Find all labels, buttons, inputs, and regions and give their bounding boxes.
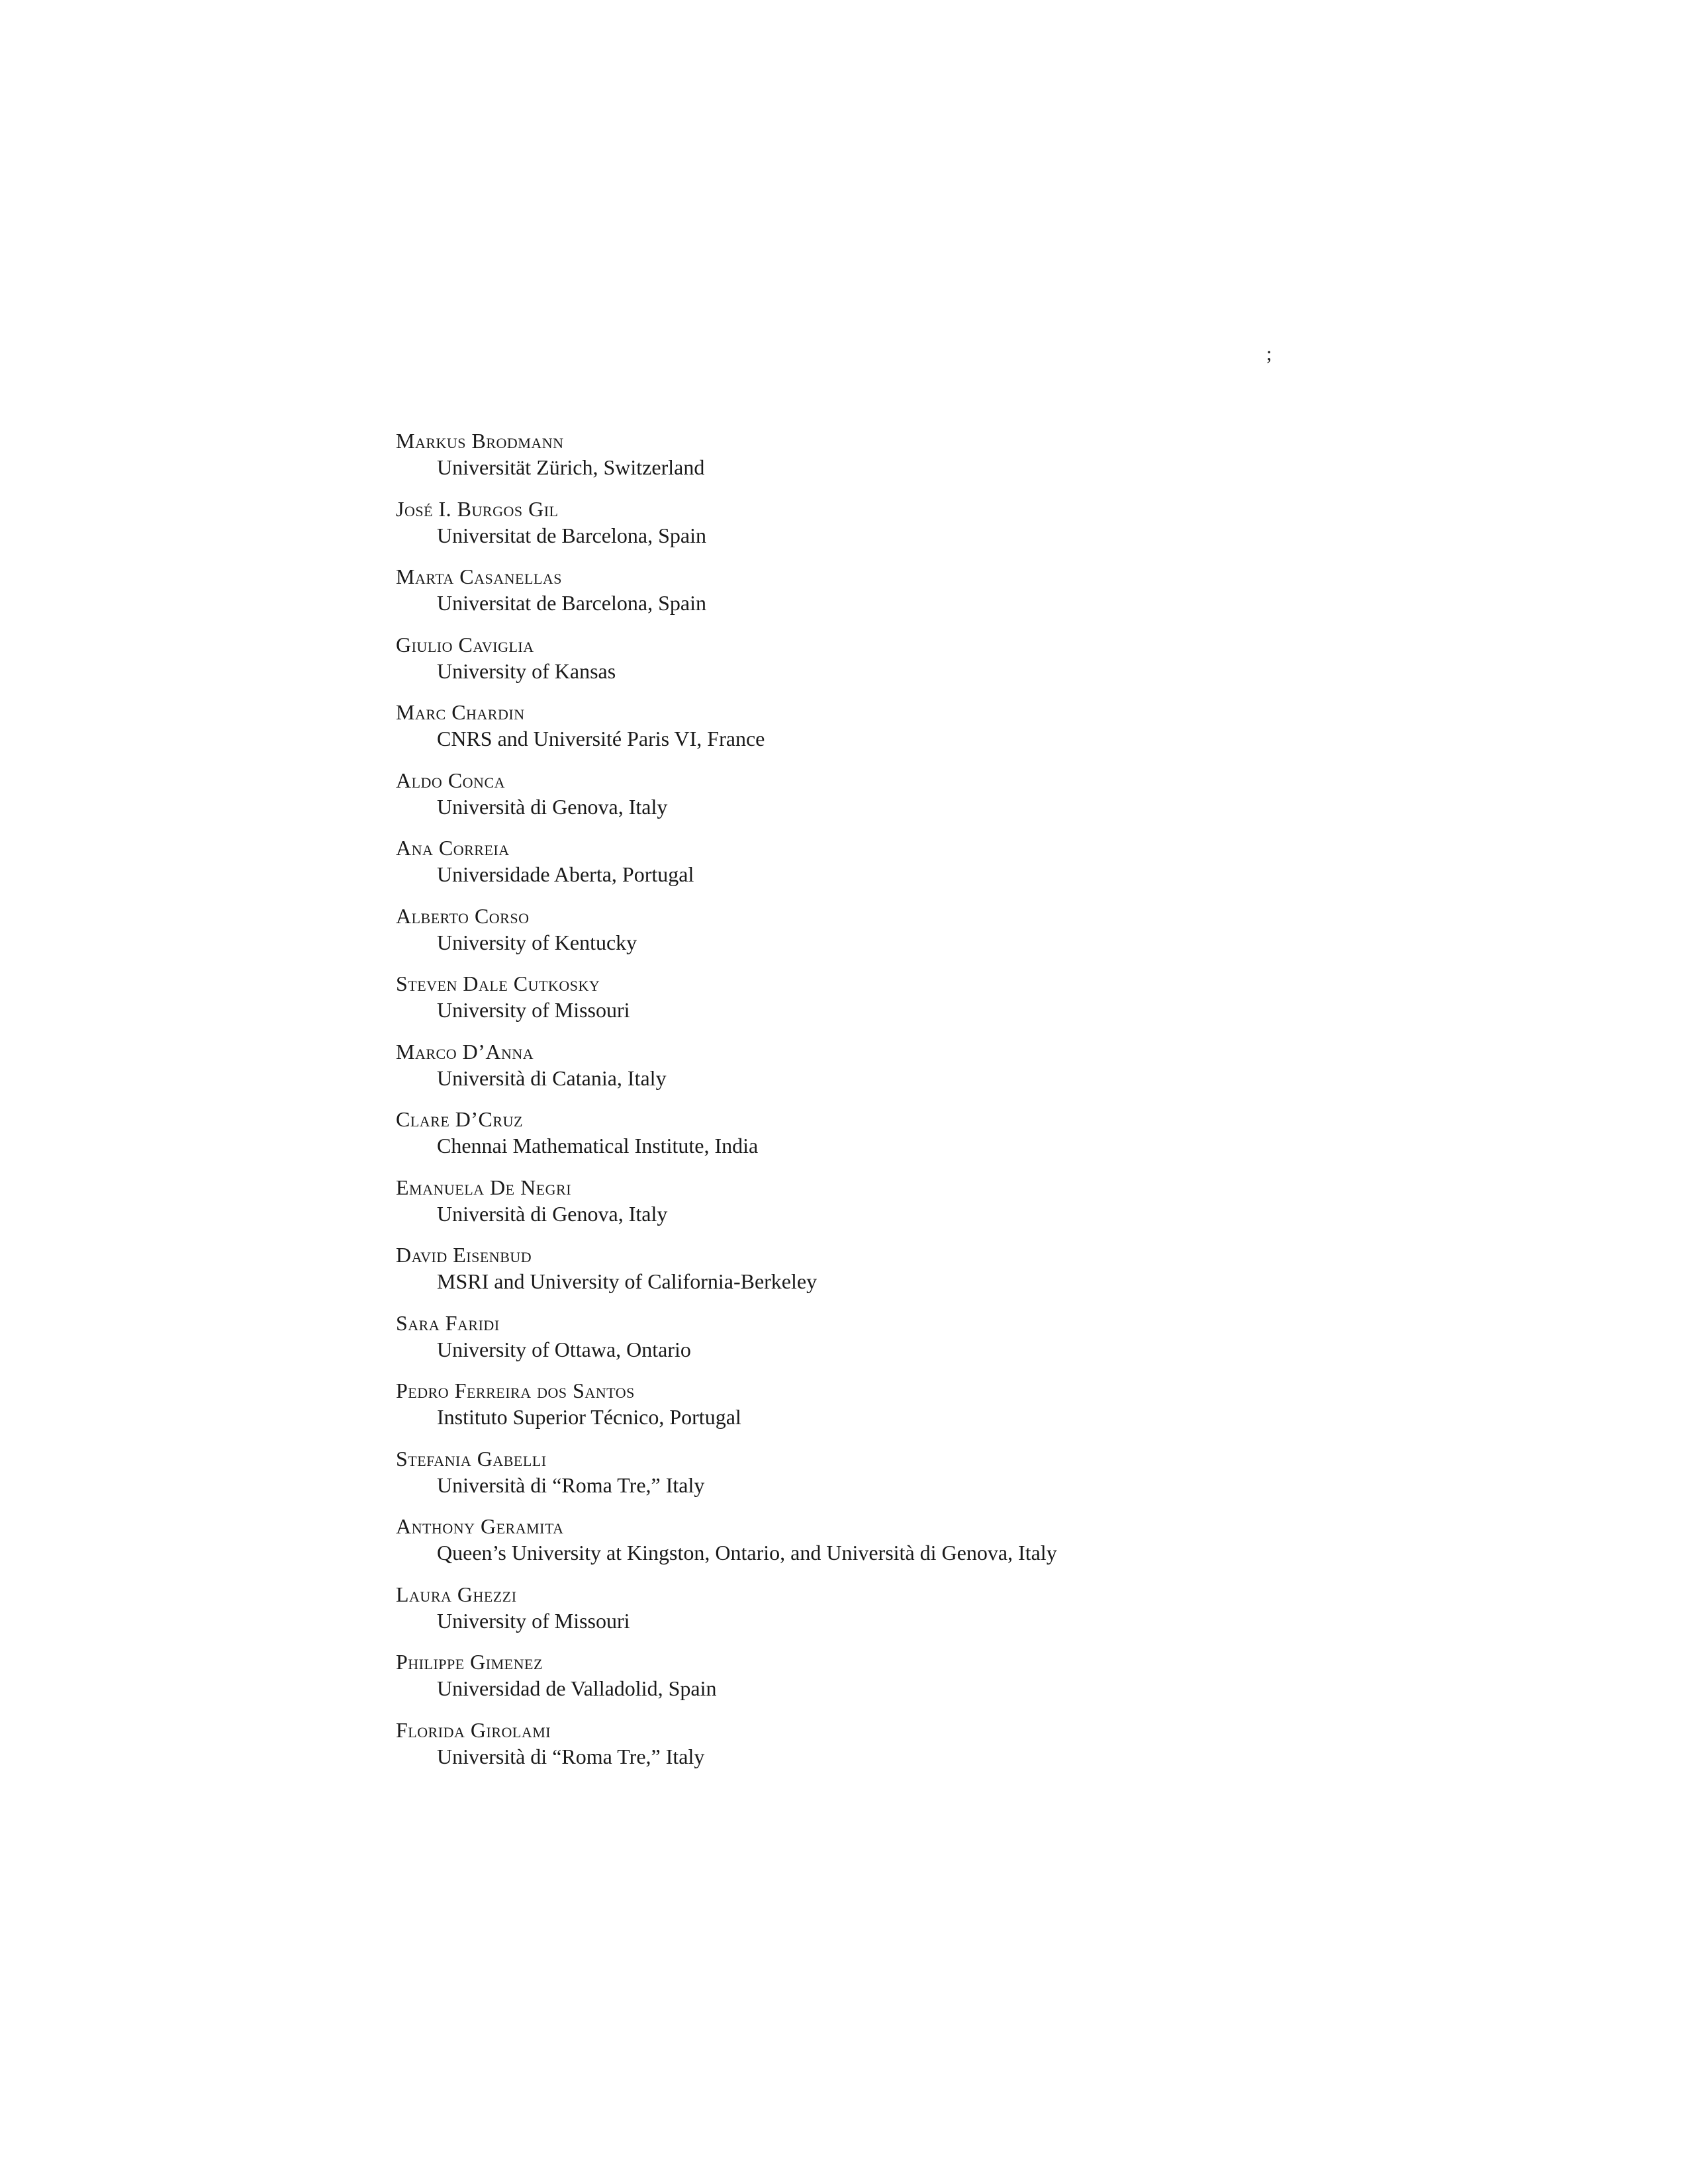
contributor-affiliation: University of Kentucky [437, 930, 637, 954]
contributor-affiliation: Universitat de Barcelona, Spain [437, 591, 706, 615]
contributor-name: Alberto Corso [396, 903, 530, 928]
contributor-affiliation: Queen’s University at Kingston, Ontario, and Università di Genova, Italy [437, 1541, 1057, 1565]
contributor-affiliation: Università di “Roma Tre,” Italy [437, 1744, 705, 1768]
contributor-entry [396, 496, 1587, 564]
contributor-name: Philippe Gimenez [396, 1650, 543, 1674]
contributor-name: Laura Ghezzi [396, 1582, 517, 1606]
contributor-name: Giulio Caviglia [396, 632, 534, 657]
contributor-entry [396, 631, 1587, 700]
contributor-affiliation: Universidade Aberta, Portugal [437, 862, 694, 886]
contributor-entry [396, 1513, 1587, 1581]
contributor-name: Ana Correia [396, 836, 510, 860]
contributor-entry [396, 1377, 1587, 1445]
contributor-name: Pedro Ferreira dos Santos [396, 1379, 635, 1402]
contributor-affiliation: Chennai Mathematical Institute, India [437, 1134, 759, 1158]
contributor-entry [396, 1717, 1587, 1785]
contributor-affiliation: Università di Genova, Italy [437, 1201, 668, 1226]
contributor-affiliation: MSRI and University of California-Berkeley [437, 1269, 818, 1293]
page-mark: ; [1266, 343, 1272, 365]
contributor-entry [396, 1581, 1587, 1649]
contributor-list [396, 428, 1587, 1784]
contributor-affiliation: University of Ottawa, Ontario [437, 1337, 691, 1361]
contributor-entry [396, 1174, 1587, 1242]
contributor-affiliation: Universitat de Barcelona, Spain [437, 523, 706, 547]
contributor-name: David Eisenbud [396, 1243, 532, 1267]
contributor-entry [396, 563, 1587, 631]
contributor-entry [396, 767, 1587, 835]
contributor-name: Marc Chardin [396, 700, 525, 724]
contributor-entry [396, 1649, 1587, 1717]
contributor-name: Anthony Geramita [396, 1514, 564, 1538]
contributor-entry [396, 1242, 1587, 1310]
contributor-affiliation: University of Missouri [437, 1608, 630, 1633]
contributor-affiliation: University of Missouri [437, 998, 630, 1022]
contributor-entry [396, 970, 1587, 1038]
contributor-name: José I. Burgos Gil [396, 496, 559, 521]
contributor-entry [396, 1038, 1587, 1107]
contributor-affiliation: University of Kansas [437, 659, 616, 683]
contributor-entry [396, 835, 1587, 903]
contributor-name: Florida Girolami [396, 1717, 551, 1742]
contributor-affiliation: Università di Genova, Italy [437, 794, 668, 819]
contributor-name: Sara Faridi [396, 1310, 500, 1335]
contributor-entry [396, 903, 1587, 971]
contributor-name: Stefania Gabelli [396, 1446, 547, 1471]
contributor-entry [396, 1106, 1587, 1174]
contributor-affiliation: Universität Zürich, Switzerland [437, 455, 705, 479]
contributor-entry [396, 1310, 1587, 1378]
contributor-name: Marco D’Anna [396, 1039, 534, 1064]
contributor-name: Emanuela De Negri [396, 1175, 572, 1199]
contributor-entry [396, 428, 1587, 496]
contributor-name: Clare D’Cruz [396, 1107, 523, 1131]
contributor-entry [396, 699, 1587, 767]
contributor-name: Steven Dale Cutkosky [396, 972, 600, 995]
contributor-affiliation: Università di “Roma Tre,” Italy [437, 1473, 705, 1497]
contributor-affiliation: Instituto Superior Técnico, Portugal [437, 1405, 741, 1429]
contributor-name: Markus Brodmann [396, 429, 564, 453]
contributor-affiliation: Università di Catania, Italy [437, 1066, 667, 1090]
contributor-affiliation: CNRS and Université Paris VI, France [437, 727, 765, 751]
contributor-entry [396, 1445, 1587, 1514]
contributor-affiliation: Universidad de Valladolid, Spain [437, 1676, 717, 1700]
contributor-name: Marta Casanellas [396, 565, 562, 588]
contributor-name: Aldo Conca [396, 768, 506, 792]
